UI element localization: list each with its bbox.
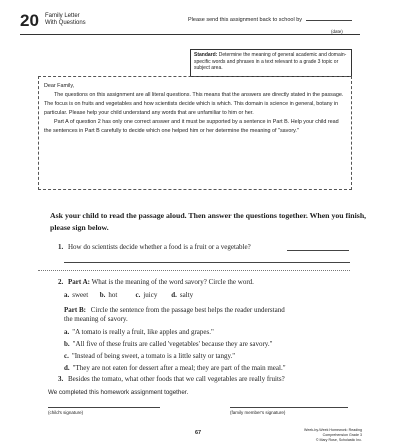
family-signature-line[interactable] [230,407,348,415]
question-2-part-a [58,278,254,287]
option-b-text: hot [108,291,118,299]
question-1-text: How do scientists decide whether a food is a fruit or a vegetable? [68,243,251,251]
option-b-letter: b. [99,291,106,299]
part-a-text: What is the meaning of the word savory? Circle the word. [91,278,254,286]
letter-greeting: Dear Family, [44,83,75,89]
question-3-number: 3. [58,375,64,383]
question-3 [58,375,285,384]
answer-line-1b[interactable] [64,262,350,263]
option-d-letter: d. [171,291,177,299]
page-header [20,12,360,34]
sentence-a-text: "A tomato is really a fruit, like apples and grapes." [72,328,214,336]
answer-line-1a[interactable] [287,250,349,251]
child-signature-label: (child's signature) [48,410,84,415]
sentence-b-text: "All five of these fruits are called 'vegetables' because they are savory." [72,340,273,348]
part-b-text-1: Circle the sentence from the passage best helps the reader understand [90,306,285,314]
question-3-text: Besides the tomato, what other foods that we call vegetables are really fruits? [68,375,285,383]
sentence-a[interactable] [64,328,214,337]
standard-box [190,49,352,77]
part-b-label: Part B: [64,306,86,314]
sentence-d[interactable] [64,364,286,373]
credit-line-1: Week-by-Week Homework: Reading Comprehension Grade 3 [304,428,362,437]
letter-paragraph-2: Part A of question 2 has only one correct answer and it must be supported by a sentence in Part B. Help your child read the sentences in Part B carefully to decide which one helped him or her determine the meaning of "savory." [44,118,339,134]
due-date-blank[interactable] [306,20,352,21]
option-b[interactable] [100,291,134,299]
credit-line-2: © Mary Rose, Scholastic Inc. [315,438,362,442]
sentence-d-letter: d. [64,364,70,372]
page-number: 20 [20,11,39,30]
completed-statement: We completed this homework assignment together. [48,389,189,396]
question-1-number: 1. [58,243,64,251]
credit-line [302,428,362,443]
instructions: Ask your child to read the passage aloud. Then answer the questions together. When you finish, please sign below. [50,211,367,232]
header-rule [20,34,360,35]
family-signature-label: (family member's signature) [230,410,286,415]
letter-paragraph-1: The questions on this assignment are all literal questions. This means that the answers are directly stated in the passage. The focus is on fruits and vegetables and how scientists decide which is which. This domain is science in general, botany in particular. Please help your child understand any words that are unfamiliar to him or her. [44,91,344,116]
date-label: (date) [331,29,343,34]
header-title-line1: Family Letter [45,13,80,19]
option-a[interactable] [64,291,98,299]
page-header-title [45,13,86,27]
part-a-options [64,291,205,299]
send-back-instruction [188,17,352,23]
option-a-text: sweet [72,291,89,299]
child-signature-line[interactable] [48,407,160,415]
sentence-c[interactable] [64,352,235,361]
question-1 [58,243,251,252]
header-title-line2: With Questions [45,20,86,26]
sentence-a-letter: a. [64,328,70,336]
standard-label: Standard: [194,52,218,58]
part-b-prompt [64,306,285,315]
option-c[interactable] [136,291,170,299]
option-d[interactable] [171,291,205,299]
option-d-text: salty [179,291,194,299]
divider [38,270,350,271]
sentence-b[interactable] [64,340,272,349]
sentence-d-text: "They are not eaten for dessert after a meal; they are part of the main meal." [72,364,286,372]
sentence-c-text: "Instead of being sweet, a tomato is a little salty or tangy." [71,352,236,360]
sentence-c-letter: c. [64,352,69,360]
standard-text: Determine the meaning of general academic and domain-specific words and phrases in a text relevant to a grade 3 topic or subject area. [194,52,347,71]
option-c-text: juicy [143,291,158,299]
question-2-number: 2. [58,278,64,286]
option-c-letter: c. [135,291,141,299]
sentence-b-letter: b. [64,340,70,348]
part-b-prompt-line2: the meaning of savory. [64,315,128,323]
part-a-label: Part A: [68,278,90,286]
family-letter [38,76,352,190]
send-back-text: Please send this assignment back to school by [188,17,303,23]
footer-page-number: 67 [195,430,202,436]
option-a-letter: a. [64,291,70,299]
